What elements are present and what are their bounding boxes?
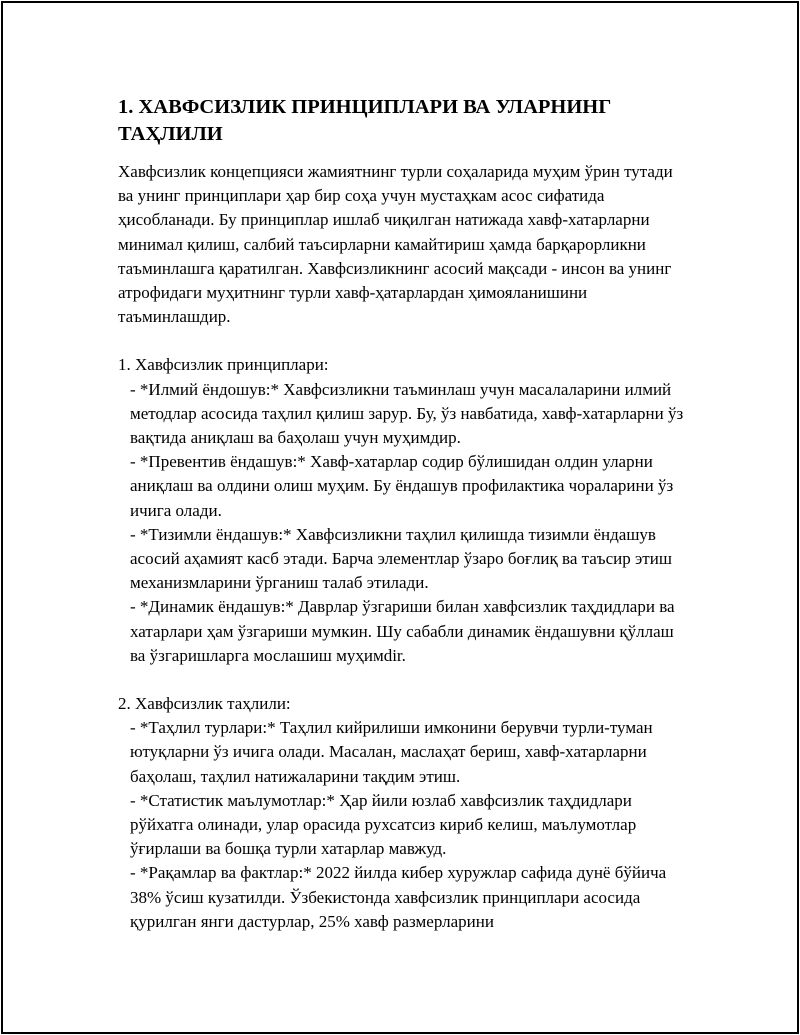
list-item: - *Рақамлар ва фактлар:* 2022 йилда кибер хуружлар сафида дунё бўйича 38% ўсиш кузатилди. Ўзбекистонда хавфсизлик принциплари асосида қурилган янги дастурлар, 25% хавф размерларини	[130, 863, 667, 931]
list-item: - *Илмий ёндошув:* Хавфсизликни таъминлаш учун масалаларини илмий методлар асосида таҳлил қилиш зарур. Бу, ўз навбатида, хавф-хатарларни ўз вақтида аниқлаш ва баҳолаш учун муҳимдир.	[130, 379, 684, 448]
section-principles	[118, 353, 688, 668]
document-body	[118, 94, 688, 934]
list-item: - *Динамик ёндашув:* Даврлар ўзгариши билан хавфсизлик таҳдидлари ва хатарлари ҳам ўзгариши мумкин. Шу сабабли динамик ёндашувни қўллаш ва ўзгаришларга мослашиш муҳимdir.	[130, 597, 675, 665]
list-item: - *Таҳлил турлари:* Таҳлил кийрилиши имконини берувчи турли-туман ютуқларни ўз ичига олади. Масалан, маслаҳат бериш, хавф-хатарларни баҳолаш, таҳлил натижаларини тақдим этиш.	[130, 718, 653, 786]
section-analysis	[118, 692, 688, 934]
intro-paragraph: Хавфсизлик концепцияси жамиятнинг турли соҳаларида муҳим ўрин тутади ва унинг принциплари ҳар бир соҳа учун мустаҳкам асос сифатида ҳисобланади. Бу принциплар ишлаб чиқилган натижада хавф-хатарларни минимал қилиш, салбий таъсирларни камайтириш ҳамда барқарорликни таъминлашга қаратилган. Хавфсизликнинг асосий мақсади - инсон ва унинг атрофидаги муҳитнинг турли хавф-ҳатарлардан ҳимояланишини таъминлашдир.	[118, 162, 673, 327]
list-item: - *Превентив ёндашув:* Хавф-хатарлар содир бўлишидан олдин уларни аниқлаш ва олдини олиш муҳим. Бу ёндашув профилактика чораларини ўз ичига олади.	[130, 452, 674, 520]
list-item: - *Статистик маълумотлар:* Ҳар йили юзлаб хавфсизлик таҳдидлари рўйхатга олинади, улар орасида рухсатсиз кириб келиш, маълумотлар ўғирлаши ва бошқа турли хатарлар мавжуд.	[130, 790, 637, 859]
section-title: 1. Хавфсизлик принциплари:	[118, 355, 329, 375]
list-item: - *Тизимли ёндашув:* Хавфсизликни таҳлил қилишда тизимли ёндашув асосий аҳамият касб этади. Барча элементлар ўзаро боғлиқ ва таъсир этиш механизмларини ўрганиш талаб этилади.	[130, 524, 672, 593]
page-title: 1. ХАВФСИЗЛИК ПРИНЦИПЛАРИ ВА УЛАРНИНГ ТАҲЛИЛИ	[118, 96, 612, 145]
section-title: 2. Хавфсизлик таҳлили:	[118, 694, 291, 714]
